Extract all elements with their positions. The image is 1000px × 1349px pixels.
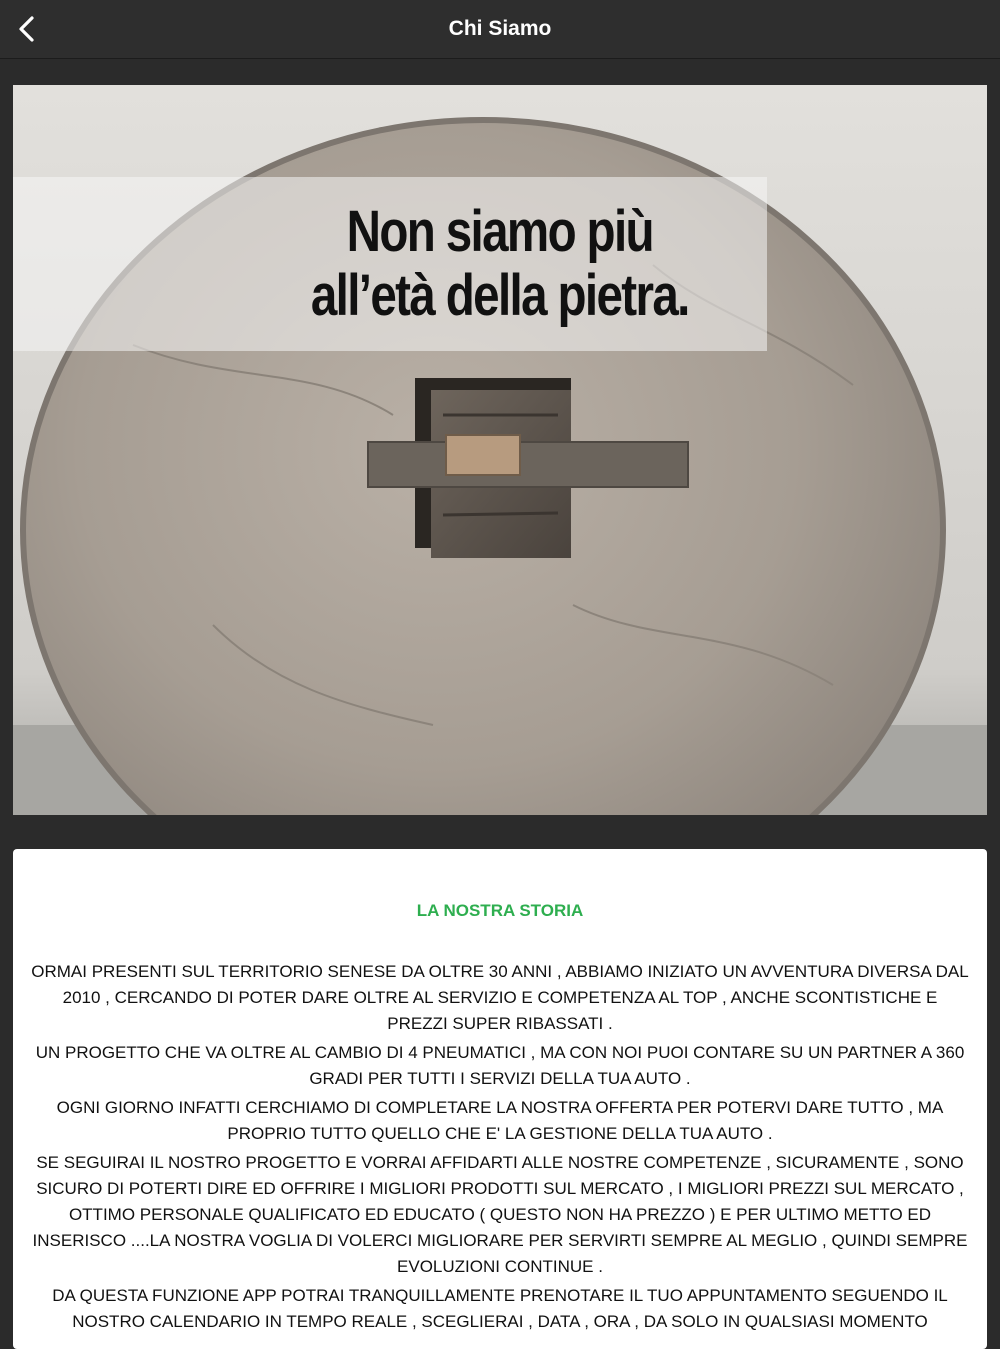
hero-caption-line2: all’età della pietra. [310,263,689,328]
story-paragraph: OGNI GIORNO INFATTI CERCHIAMO DI COMPLETARE LA NOSTRA OFFERTA PER POTERVI DARE TUTTO , MA PROPRIO TUTTO QUELLO CHE E' LA GESTIONE DELLA TUA AUTO . [56,1098,944,1143]
story-text [31,959,969,1338]
hero-image [13,85,987,815]
top-bar [0,0,1000,59]
story-paragraph: ORMAI PRESENTI SUL TERRITORIO SENESE DA OLTRE 30 ANNI , ABBIAMO INIZIATO UN AVVENTURA DIVERSA DAL 2010 , CERCANDO DI POTER DARE OLTRE AL SERVIZIO E COMPETENZA AL TOP , ANCHE SCONTISTICHE E PREZZI SUPER RIBASSATI . [31,962,969,1033]
story-heading: LA NOSTRA STORIA [416,901,584,920]
story-card [13,849,987,1349]
story-paragraph: SE SEGUIRAI IL NOSTRO PROGETTO E VORRAI AFFIDARTI ALLE NOSTRE COMPETENZE , SICURAMENTE , SONO SICURO DI POTERTI DIRE ED OFFRIRE I MIGLIORI PRODOTTI SUL MERCATO , I MIGLIORI PREZZI SUL MERCATO , OTTIMO PERSONALE QUALIFICATO ED EDUCATO ( QUESTO NON HA PREZZO ) E PER ULTIMO METTO ED INSERISCO ....LA NOSTRA VOGLIA DI VOLERCI MIGLIORARE PER SERVIRTI SEMPRE AL MEGLIO , QUINDI SEMPRE EVOLUZIONI CONTINUE . [32,1153,968,1276]
hero-caption [102,177,897,351]
story-paragraph: UN PROGETTO CHE VA OLTRE AL CAMBIO DI 4 PNEUMATICI , MA CON NOI PUOI CONTARE SU UN PARTNER A 360 GRADI PER TUTTI I SERVIZI DELLA TUA AUTO . [35,1043,965,1088]
hero-caption-line1: Non siamo più [346,199,653,264]
page-title: Chi Siamo [448,17,552,40]
story-paragraph: DA QUESTA FUNZIONE APP POTRAI TRANQUILLAMENTE PRENOTARE IL TUO APPUNTAMENTO SEGUENDO IL NOSTRO CALENDARIO IN TEMPO REALE , SCEGLIERAI , DATA , ORA , DA SOLO IN QUALSIASI MOMENTO [52,1286,948,1331]
